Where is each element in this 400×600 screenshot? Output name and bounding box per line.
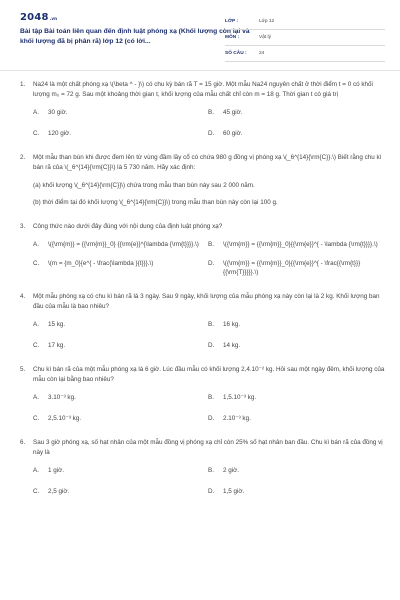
option-b[interactable]: B. 16 kg.	[208, 320, 241, 328]
answer-options	[33, 393, 390, 425]
question-number: 1.	[20, 81, 26, 88]
question-text: Một mẫu than bùn khi được đem lên từ vùng đầm lầy cổ có chứa 980 g đồng vị phóng xạ \(_6^{14}{\rm{C}}.\) Biết rằng chu kì bán rã của \(_6^{14}{\rm{C}}\) là 5 730 năm. Hãy xác định:	[33, 154, 382, 171]
meta-row-class	[225, 14, 385, 30]
option-c[interactable]: C. 17 kg.	[33, 342, 66, 350]
answer-options	[33, 320, 390, 352]
question-number: 5.	[20, 366, 26, 373]
site-logo[interactable]: 2048.vn	[20, 12, 58, 23]
question-2	[20, 153, 390, 208]
meta-table	[225, 14, 385, 62]
answer-options	[33, 240, 390, 278]
meta-key: SỐ CÂU :	[225, 50, 247, 56]
option-b[interactable]: B. 45 giờ.	[208, 108, 243, 116]
option-c[interactable]: C. 2,5.10⁻³ kg.	[33, 415, 82, 423]
question-3	[20, 222, 390, 278]
option-d[interactable]: D. 60 giờ.	[208, 130, 243, 138]
answer-options	[33, 466, 390, 498]
question-text: Một mẫu phóng xạ có chu kì bán rã là 3 ngày. Sau 9 ngày, khối lượng của mẫu phóng xạ này còn lại là 2 kg. Khối lượng ban đầu của mẫu là bao nhiêu?	[33, 293, 380, 310]
option-b[interactable]: B. 1,5.10⁻³ kg.	[208, 393, 257, 401]
meta-value: Lớp 12	[259, 18, 275, 24]
question-text: Chu kì bán rã của một mẫu phóng xạ là 6 giờ. Lúc đầu mẫu có khối lượng 2,4.10⁻² kg. Hỏi sau một ngày đêm, khối lượng của mẫu còn lại bằng bao nhiêu?	[33, 366, 385, 383]
option-c[interactable]: C. 120 giờ.	[33, 130, 72, 138]
question-number: 3.	[20, 223, 26, 230]
option-d[interactable]: D. 2.10⁻³ kg.	[208, 415, 251, 423]
question-part-a: (a) khối lượng \(_6^{14}{\rm{C}}\) chứa trong mẫu than bùn này sau 2 000 năm.	[33, 181, 255, 189]
question-4	[20, 292, 390, 351]
option-b[interactable]: B. 2 giờ.	[208, 466, 240, 474]
option-c[interactable]: C. 2,5 giờ.	[33, 488, 70, 496]
option-a[interactable]: A. 1 giờ.	[33, 466, 65, 474]
question-number: 6.	[20, 439, 26, 446]
option-a[interactable]: A. 30 giờ.	[33, 108, 68, 116]
answer-options	[33, 108, 390, 140]
meta-key: LỚP :	[225, 18, 239, 24]
option-a[interactable]: A. 3.10⁻³ kg.	[33, 393, 76, 401]
question-text: Na24 là một chất phóng xạ \(\beta ^ - }\) có chu kỳ bán rã T = 15 giờ. Một mẫu Na24 nguyên chất ở thời điểm t = 0 có khối lượng m₀ = 72 g. Sau một khoảng thời gian t, khối lượng của mẫu chất chỉ còn m = 18 g. Thời gian t có giá trị	[33, 81, 373, 98]
option-c[interactable]: C. \(m = {m_0}{e^{ - \frac{\lambda }{t}}}.\)	[33, 259, 154, 267]
meta-row-subject	[225, 30, 385, 46]
option-d[interactable]: D. \({\rm{m}} = {{\rm{m}}_0}{{\rm{e}}^{ - \frac{{\rm{t}}}{{\rm{T}}}}}.\)	[208, 259, 361, 277]
question-6	[20, 438, 390, 497]
question-1	[20, 80, 390, 139]
header-divider	[0, 70, 400, 71]
option-b[interactable]: B. \({\rm{m}} = {{\rm{m}}_0}{{\rm{e}}^{ - \lambda {\rm{t}}}}.\)	[208, 240, 378, 248]
meta-value: Vật lý	[259, 34, 271, 40]
option-d[interactable]: D. 1,5 giờ.	[208, 488, 245, 496]
option-a[interactable]: A. \({\rm{m}} = {{\rm{m}}_0} {{\rm{e}}^{\lambda {\rm{t}}}}.\)	[33, 240, 199, 248]
question-list	[20, 80, 390, 497]
question-text: Công thức nào dưới đây đúng với nội dung của định luật phóng xạ?	[33, 223, 223, 230]
meta-value: 24	[259, 50, 265, 56]
page-title: Bài tập Bài toán liên quan đến định luật phóng xạ (Khối lượng còn lại và khối lượng đã bị phân rã) lớp 12 (có lời...	[20, 28, 250, 46]
question-text: Sau 3 giờ phóng xạ, số hạt nhân của một mẫu đồng vị phóng xạ chỉ còn 25% số hạt nhân ban đầu. Chu kì bán rã của đồng vị này là	[33, 439, 383, 456]
option-a[interactable]: A. 15 kg.	[33, 320, 66, 328]
question-5	[20, 365, 390, 424]
question-number: 4.	[20, 293, 26, 300]
page-header	[0, 0, 400, 62]
meta-key: MÔN :	[225, 34, 240, 40]
meta-row-count	[225, 46, 385, 62]
question-number: 2.	[20, 154, 26, 161]
option-d[interactable]: D. 14 kg.	[208, 342, 241, 350]
question-part-b: (b) thời điểm tại đó khối lượng \(_6^{14}{\rm{C}}\) trong mẫu than bùn này còn lại 100 g.	[33, 199, 278, 207]
